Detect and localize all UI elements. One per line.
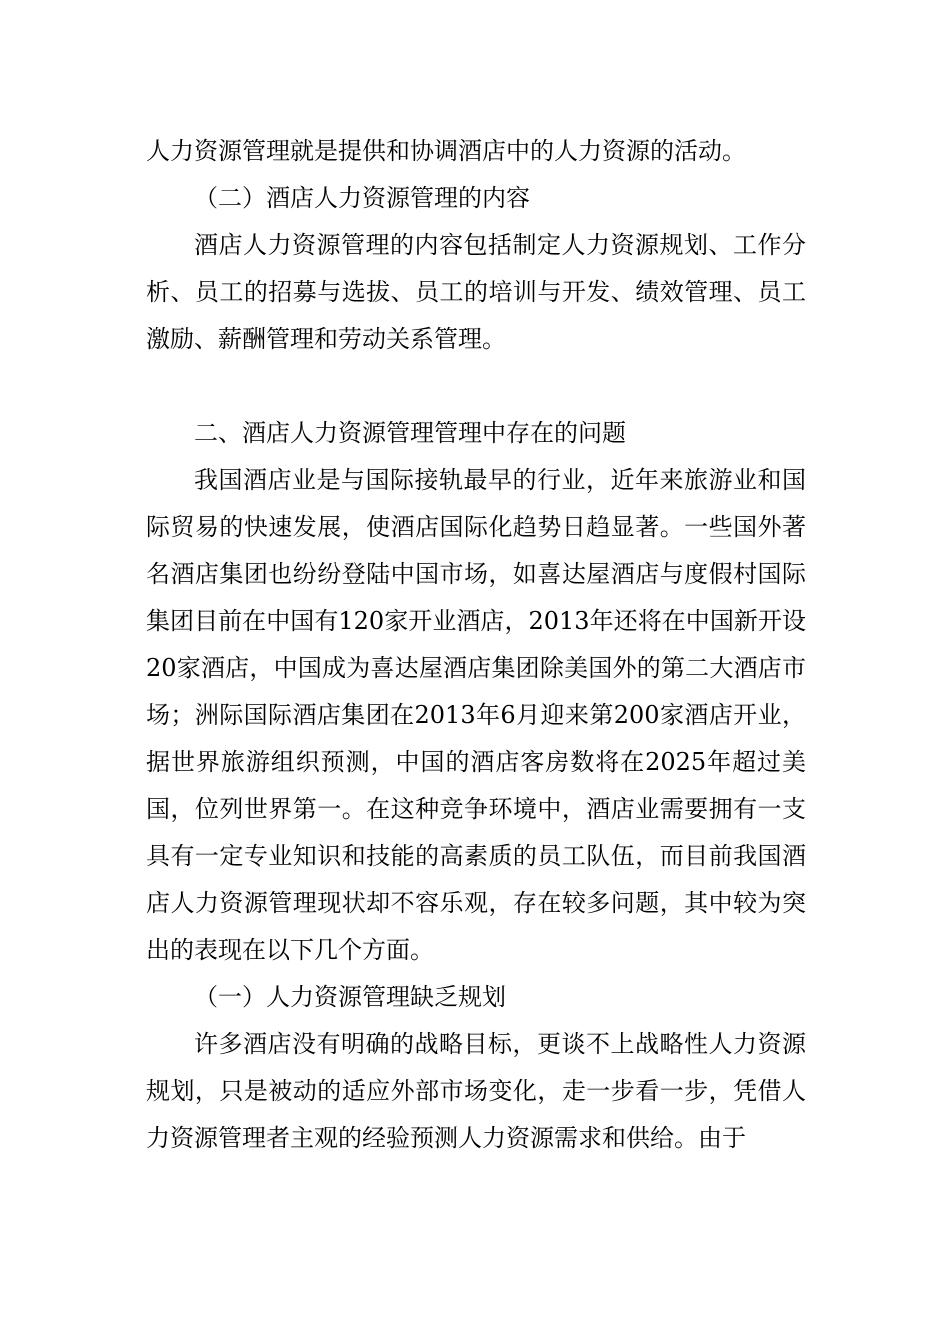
- paragraph-industry-background: 我国酒店业是与国际接轨最早的行业，近年来旅游业和国际贸易的快速发展，使酒店国际化趋势日趋显著。一些国外著名酒店集团也纷纷登陆中国市场，如喜达屋酒店与度假村国际集团目前在中国有120家开业酒店，2013年还将在中国新开设20家酒店，中国成为喜达屋酒店集团除美国外的第二大酒店市场；洲际国际酒店集团在2013年6月迎来第200家酒店开业，据世界旅游组织预测，中国的酒店客房数将在2025年超过美国，位列世界第一。在这种竞争环境中，酒店业需要拥有一支具有一定专业知识和技能的高素质的员工队伍，而目前我国酒店人力资源管理现状却不容乐观，存在较多问题，其中较为突出的表现在以下几个方面。: [146, 466, 806, 964]
- paragraph-lack-of-planning: 许多酒店没有明确的战略目标，更谈不上战略性人力资源规划，只是被动的适应外部市场变化，走一步看一步，凭借人力资源管理者主观的经验预测人力资源需求和供给。由于: [146, 1030, 806, 1152]
- paragraph-hr-content: 酒店人力资源管理的内容包括制定人力资源规划、工作分析、员工的招募与选拔、员工的培训与开发、绩效管理、员工激励、薪酬管理和劳动关系管理。: [146, 231, 806, 353]
- subheading-hr-content: （二）酒店人力资源管理的内容: [194, 184, 530, 212]
- section-spacer: [146, 363, 806, 410]
- document-body: [146, 128, 806, 1162]
- section-heading-problems: 二、酒店人力资源管理管理中存在的问题: [194, 419, 626, 447]
- subheading-lack-of-planning: （一）人力资源管理缺乏规划: [194, 983, 506, 1011]
- paragraph-hr-definition: 人力资源管理就是提供和协调酒店中的人力资源的活动。: [146, 137, 746, 165]
